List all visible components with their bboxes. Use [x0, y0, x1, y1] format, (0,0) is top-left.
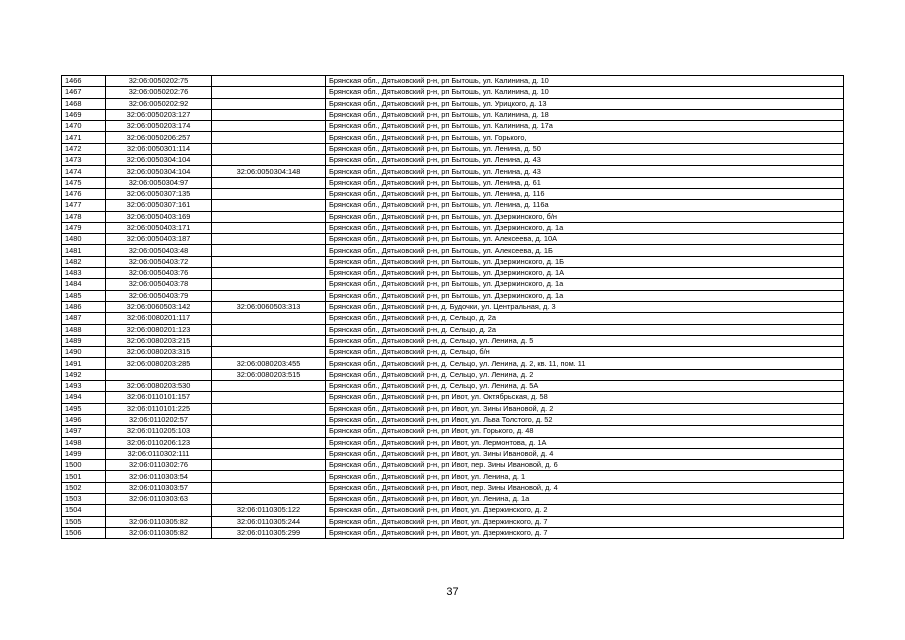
- table-row: [62, 98, 844, 109]
- address-cell: Брянская обл., Дятьковский р-н, рп Ивот, пер. Зины Ивановой, д. 4: [326, 482, 844, 493]
- row-number-cell: 1497: [62, 426, 106, 437]
- table-row: [62, 369, 844, 380]
- building-cadastral-number-cell: [212, 268, 326, 279]
- address-cell: Брянская обл., Дятьковский р-н, рп Ивот, ул. Ленина, д. 1: [326, 471, 844, 482]
- address-cell: Брянская обл., Дятьковский р-н, рп Ивот, пер. Зины Ивановой, д. 6: [326, 460, 844, 471]
- table-row: [62, 335, 844, 346]
- address-cell: Брянская обл., Дятьковский р-н, рп Бытошь, ул. Ленина, д. 116а: [326, 200, 844, 211]
- table-row: [62, 313, 844, 324]
- row-number-cell: 1472: [62, 143, 106, 154]
- land-cadastral-number-cell: [106, 369, 212, 380]
- address-cell: Брянская обл., Дятьковский р-н, рп Ивот, ул. Дзержинского, д. 7: [326, 527, 844, 538]
- land-cadastral-number-cell: [106, 505, 212, 516]
- address-cell: Брянская обл., Дятьковский р-н, рп Бытошь, ул. Дзержинского, д. 1А: [326, 268, 844, 279]
- land-cadastral-number-cell: 32:06:0050203:174: [106, 121, 212, 132]
- address-cell: Брянская обл., Дятьковский р-н, рп Бытошь, ул. Калинина, д. 10: [326, 87, 844, 98]
- address-cell: Брянская обл., Дятьковский р-н, д. Сельцо, ул. Ленина, д. 2, кв. 11, пом. 11: [326, 358, 844, 369]
- building-cadastral-number-cell: 32:06:0080203:515: [212, 369, 326, 380]
- land-cadastral-number-cell: 32:06:0110302:111: [106, 448, 212, 459]
- building-cadastral-number-cell: [212, 87, 326, 98]
- table-row: [62, 448, 844, 459]
- address-cell: Брянская обл., Дятьковский р-н, д. Будочки, ул. Центральная, д. 3: [326, 301, 844, 312]
- table-row: [62, 245, 844, 256]
- address-cell: Брянская обл., Дятьковский р-н, рп Бытошь, ул. Алексеева, д. 1Б: [326, 245, 844, 256]
- building-cadastral-number-cell: 32:06:0050304:148: [212, 166, 326, 177]
- building-cadastral-number-cell: [212, 188, 326, 199]
- building-cadastral-number-cell: [212, 324, 326, 335]
- address-cell: Брянская обл., Дятьковский р-н, рп Ивот, ул. Лермонтова, д. 1А: [326, 437, 844, 448]
- table-row: [62, 505, 844, 516]
- address-cell: Брянская обл., Дятьковский р-н, рп Бытошь, ул. Калинина, д. 17а: [326, 121, 844, 132]
- building-cadastral-number-cell: [212, 313, 326, 324]
- land-cadastral-number-cell: 32:06:0050307:135: [106, 188, 212, 199]
- building-cadastral-number-cell: [212, 426, 326, 437]
- row-number-cell: 1486: [62, 301, 106, 312]
- building-cadastral-number-cell: [212, 177, 326, 188]
- address-cell: Брянская обл., Дятьковский р-н, рп Бытошь, ул. Ленина, д. 43: [326, 166, 844, 177]
- building-cadastral-number-cell: [212, 392, 326, 403]
- row-number-cell: 1488: [62, 324, 106, 335]
- land-cadastral-number-cell: 32:06:0080201:117: [106, 313, 212, 324]
- land-cadastral-number-cell: 32:06:0050403:169: [106, 211, 212, 222]
- row-number-cell: 1467: [62, 87, 106, 98]
- building-cadastral-number-cell: 32:06:0060503:313: [212, 301, 326, 312]
- row-number-cell: 1501: [62, 471, 106, 482]
- address-cell: Брянская обл., Дятьковский р-н, д. Сельцо, ул. Ленина, д. 5А: [326, 381, 844, 392]
- table-row: [62, 177, 844, 188]
- land-cadastral-number-cell: 32:06:0110303:57: [106, 482, 212, 493]
- building-cadastral-number-cell: [212, 290, 326, 301]
- table-row: [62, 234, 844, 245]
- address-cell: Брянская обл., Дятьковский р-н, рп Бытошь, ул. Горького,: [326, 132, 844, 143]
- row-number-cell: 1474: [62, 166, 106, 177]
- address-cell: Брянская обл., Дятьковский р-н, рп Ивот, ул. Льва Толстого, д. 52: [326, 414, 844, 425]
- row-number-cell: 1487: [62, 313, 106, 324]
- land-cadastral-number-cell: 32:06:0080201:123: [106, 324, 212, 335]
- address-cell: Брянская обл., Дятьковский р-н, рп Ивот, ул. Дзержинского, д. 7: [326, 516, 844, 527]
- land-cadastral-number-cell: 32:06:0110206:123: [106, 437, 212, 448]
- land-cadastral-number-cell: 32:06:0050304:104: [106, 155, 212, 166]
- row-number-cell: 1491: [62, 358, 106, 369]
- land-cadastral-number-cell: 32:06:0110101:157: [106, 392, 212, 403]
- land-cadastral-number-cell: 32:06:0050202:76: [106, 87, 212, 98]
- row-number-cell: 1499: [62, 448, 106, 459]
- row-number-cell: 1492: [62, 369, 106, 380]
- building-cadastral-number-cell: [212, 211, 326, 222]
- address-cell: Брянская обл., Дятьковский р-н, д. Сельцо, ул. Ленина, д. 2: [326, 369, 844, 380]
- building-cadastral-number-cell: [212, 155, 326, 166]
- building-cadastral-number-cell: [212, 143, 326, 154]
- row-number-cell: 1485: [62, 290, 106, 301]
- address-cell: Брянская обл., Дятьковский р-н, д. Сельцо, б/н: [326, 347, 844, 358]
- table-row: [62, 516, 844, 527]
- land-cadastral-number-cell: 32:06:0050202:92: [106, 98, 212, 109]
- table-row: [62, 527, 844, 538]
- land-cadastral-number-cell: 32:06:0050206:257: [106, 132, 212, 143]
- address-cell: Брянская обл., Дятьковский р-н, рп Бытошь, ул. Калинина, д. 10: [326, 76, 844, 87]
- land-cadastral-number-cell: 32:06:0050403:76: [106, 268, 212, 279]
- land-cadastral-number-cell: 32:06:0110303:54: [106, 471, 212, 482]
- building-cadastral-number-cell: [212, 460, 326, 471]
- row-number-cell: 1489: [62, 335, 106, 346]
- land-cadastral-number-cell: 32:06:0110101:225: [106, 403, 212, 414]
- table-row: [62, 279, 844, 290]
- land-cadastral-number-cell: 32:06:0050304:104: [106, 166, 212, 177]
- land-cadastral-number-cell: 32:06:0080203:315: [106, 347, 212, 358]
- land-cadastral-number-cell: 32:06:0080203:215: [106, 335, 212, 346]
- table-row: [62, 482, 844, 493]
- land-cadastral-number-cell: 32:06:0110202:57: [106, 414, 212, 425]
- building-cadastral-number-cell: [212, 414, 326, 425]
- address-cell: Брянская обл., Дятьковский р-н, рп Бытошь, ул. Дзержинского, д. 1а: [326, 279, 844, 290]
- land-cadastral-number-cell: 32:06:0050304:97: [106, 177, 212, 188]
- land-cadastral-number-cell: 32:06:0050403:78: [106, 279, 212, 290]
- building-cadastral-number-cell: [212, 347, 326, 358]
- row-number-cell: 1504: [62, 505, 106, 516]
- building-cadastral-number-cell: 32:06:0110305:244: [212, 516, 326, 527]
- address-cell: Брянская обл., Дятьковский р-н, рп Бытошь, ул. Урицкого, д. 13: [326, 98, 844, 109]
- row-number-cell: 1480: [62, 234, 106, 245]
- land-cadastral-number-cell: 32:06:0050301:114: [106, 143, 212, 154]
- row-number-cell: 1473: [62, 155, 106, 166]
- table-row: [62, 121, 844, 132]
- row-number-cell: 1477: [62, 200, 106, 211]
- row-number-cell: 1502: [62, 482, 106, 493]
- row-number-cell: 1478: [62, 211, 106, 222]
- table-row: [62, 392, 844, 403]
- address-cell: Брянская обл., Дятьковский р-н, рп Ивот, ул. Горького, д. 48: [326, 426, 844, 437]
- building-cadastral-number-cell: 32:06:0110305:299: [212, 527, 326, 538]
- address-cell: Брянская обл., Дятьковский р-н, рп Бытошь, ул. Дзержинского, б/н: [326, 211, 844, 222]
- building-cadastral-number-cell: 32:06:0080203:455: [212, 358, 326, 369]
- land-cadastral-number-cell: 32:06:0050403:48: [106, 245, 212, 256]
- table-row: [62, 347, 844, 358]
- table-row: [62, 155, 844, 166]
- address-cell: Брянская обл., Дятьковский р-н, рп Бытошь, ул. Ленина, д. 50: [326, 143, 844, 154]
- building-cadastral-number-cell: [212, 222, 326, 233]
- row-number-cell: 1496: [62, 414, 106, 425]
- building-cadastral-number-cell: [212, 200, 326, 211]
- row-number-cell: 1476: [62, 188, 106, 199]
- building-cadastral-number-cell: [212, 335, 326, 346]
- table-row: [62, 493, 844, 504]
- address-cell: Брянская обл., Дятьковский р-н, рп Бытошь, ул. Дзержинского, д. 1а: [326, 222, 844, 233]
- address-cell: Брянская обл., Дятьковский р-н, рп Бытошь, ул. Дзержинского, д. 1а: [326, 290, 844, 301]
- table-row: [62, 200, 844, 211]
- land-cadastral-number-cell: 32:06:0110303:63: [106, 493, 212, 504]
- building-cadastral-number-cell: [212, 132, 326, 143]
- table-row: [62, 290, 844, 301]
- table-row: [62, 460, 844, 471]
- land-cadastral-number-cell: 32:06:0110205:103: [106, 426, 212, 437]
- table-row: [62, 403, 844, 414]
- land-cadastral-number-cell: 32:06:0050307:161: [106, 200, 212, 211]
- land-cadastral-number-cell: 32:06:0050202:75: [106, 76, 212, 87]
- row-number-cell: 1494: [62, 392, 106, 403]
- land-cadastral-number-cell: 32:06:0080203:285: [106, 358, 212, 369]
- row-number-cell: 1483: [62, 268, 106, 279]
- building-cadastral-number-cell: [212, 98, 326, 109]
- address-cell: Брянская обл., Дятьковский р-н, рп Бытошь, ул. Дзержинского, д. 1Б: [326, 256, 844, 267]
- land-cadastral-number-cell: 32:06:0050203:127: [106, 109, 212, 120]
- building-cadastral-number-cell: [212, 403, 326, 414]
- building-cadastral-number-cell: [212, 245, 326, 256]
- address-cell: Брянская обл., Дятьковский р-н, д. Сельцо, д. 2а: [326, 324, 844, 335]
- table-row: [62, 268, 844, 279]
- land-cadastral-number-cell: 32:06:0080203:530: [106, 381, 212, 392]
- address-cell: Брянская обл., Дятьковский р-н, рп Ивот, ул. Зины Ивановой, д. 2: [326, 403, 844, 414]
- table-row: [62, 211, 844, 222]
- address-cell: Брянская обл., Дятьковский р-н, рп Бытошь, ул. Ленина, д. 43: [326, 155, 844, 166]
- table-row: [62, 471, 844, 482]
- row-number-cell: 1482: [62, 256, 106, 267]
- building-cadastral-number-cell: 32:06:0110305:122: [212, 505, 326, 516]
- table-row: [62, 437, 844, 448]
- row-number-cell: 1495: [62, 403, 106, 414]
- row-number-cell: 1493: [62, 381, 106, 392]
- row-number-cell: 1490: [62, 347, 106, 358]
- row-number-cell: 1469: [62, 109, 106, 120]
- address-cell: Брянская обл., Дятьковский р-н, д. Сельцо, ул. Ленина, д. 5: [326, 335, 844, 346]
- table-row: [62, 426, 844, 437]
- land-cadastral-number-cell: 32:06:0060503:142: [106, 301, 212, 312]
- address-cell: Брянская обл., Дятьковский р-н, рп Ивот, ул. Дзержинского, д. 2: [326, 505, 844, 516]
- land-cadastral-number-cell: 32:06:0050403:72: [106, 256, 212, 267]
- row-number-cell: 1468: [62, 98, 106, 109]
- land-cadastral-number-cell: 32:06:0050403:187: [106, 234, 212, 245]
- table-row: [62, 188, 844, 199]
- land-cadastral-number-cell: 32:06:0110305:82: [106, 527, 212, 538]
- data-table: [61, 75, 844, 539]
- table-row: [62, 109, 844, 120]
- row-number-cell: 1484: [62, 279, 106, 290]
- building-cadastral-number-cell: [212, 471, 326, 482]
- building-cadastral-number-cell: [212, 493, 326, 504]
- table-row: [62, 301, 844, 312]
- row-number-cell: 1503: [62, 493, 106, 504]
- address-cell: Брянская обл., Дятьковский р-н, рп Бытошь, ул. Ленина, д. 61: [326, 177, 844, 188]
- table-row: [62, 222, 844, 233]
- building-cadastral-number-cell: [212, 256, 326, 267]
- land-cadastral-number-cell: 32:06:0050403:79: [106, 290, 212, 301]
- table-row: [62, 414, 844, 425]
- table-row: [62, 324, 844, 335]
- row-number-cell: 1471: [62, 132, 106, 143]
- row-number-cell: 1479: [62, 222, 106, 233]
- row-number-cell: 1466: [62, 76, 106, 87]
- page-number: 37: [446, 586, 459, 598]
- address-cell: Брянская обл., Дятьковский р-н, рп Бытошь, ул. Калинина, д. 18: [326, 109, 844, 120]
- building-cadastral-number-cell: [212, 437, 326, 448]
- address-cell: Брянская обл., Дятьковский р-н, д. Сельцо, д. 2а: [326, 313, 844, 324]
- table-row: [62, 381, 844, 392]
- table-row: [62, 358, 844, 369]
- address-cell: Брянская обл., Дятьковский р-н, рп Ивот, ул. Зины Ивановой, д. 4: [326, 448, 844, 459]
- table-row: [62, 87, 844, 98]
- address-cell: Брянская обл., Дятьковский р-н, рп Бытошь, ул. Алексеева, д. 10А: [326, 234, 844, 245]
- row-number-cell: 1475: [62, 177, 106, 188]
- building-cadastral-number-cell: [212, 279, 326, 290]
- land-cadastral-number-cell: 32:06:0110305:82: [106, 516, 212, 527]
- building-cadastral-number-cell: [212, 482, 326, 493]
- land-cadastral-number-cell: 32:06:0050403:171: [106, 222, 212, 233]
- row-number-cell: 1500: [62, 460, 106, 471]
- address-cell: Брянская обл., Дятьковский р-н, рп Ивот, ул. Октябрьская, д. 58: [326, 392, 844, 403]
- table-body: [62, 76, 844, 539]
- address-cell: Брянская обл., Дятьковский р-н, рп Бытошь, ул. Ленина, д. 116: [326, 188, 844, 199]
- land-cadastral-number-cell: 32:06:0110302:76: [106, 460, 212, 471]
- row-number-cell: 1505: [62, 516, 106, 527]
- building-cadastral-number-cell: [212, 121, 326, 132]
- address-cell: Брянская обл., Дятьковский р-н, рп Ивот, ул. Ленина, д. 1а: [326, 493, 844, 504]
- table-row: [62, 143, 844, 154]
- row-number-cell: 1506: [62, 527, 106, 538]
- building-cadastral-number-cell: [212, 109, 326, 120]
- building-cadastral-number-cell: [212, 381, 326, 392]
- table-row: [62, 76, 844, 87]
- building-cadastral-number-cell: [212, 234, 326, 245]
- row-number-cell: 1481: [62, 245, 106, 256]
- row-number-cell: 1498: [62, 437, 106, 448]
- row-number-cell: 1470: [62, 121, 106, 132]
- table-row: [62, 256, 844, 267]
- table-row: [62, 132, 844, 143]
- building-cadastral-number-cell: [212, 448, 326, 459]
- building-cadastral-number-cell: [212, 76, 326, 87]
- table-row: [62, 166, 844, 177]
